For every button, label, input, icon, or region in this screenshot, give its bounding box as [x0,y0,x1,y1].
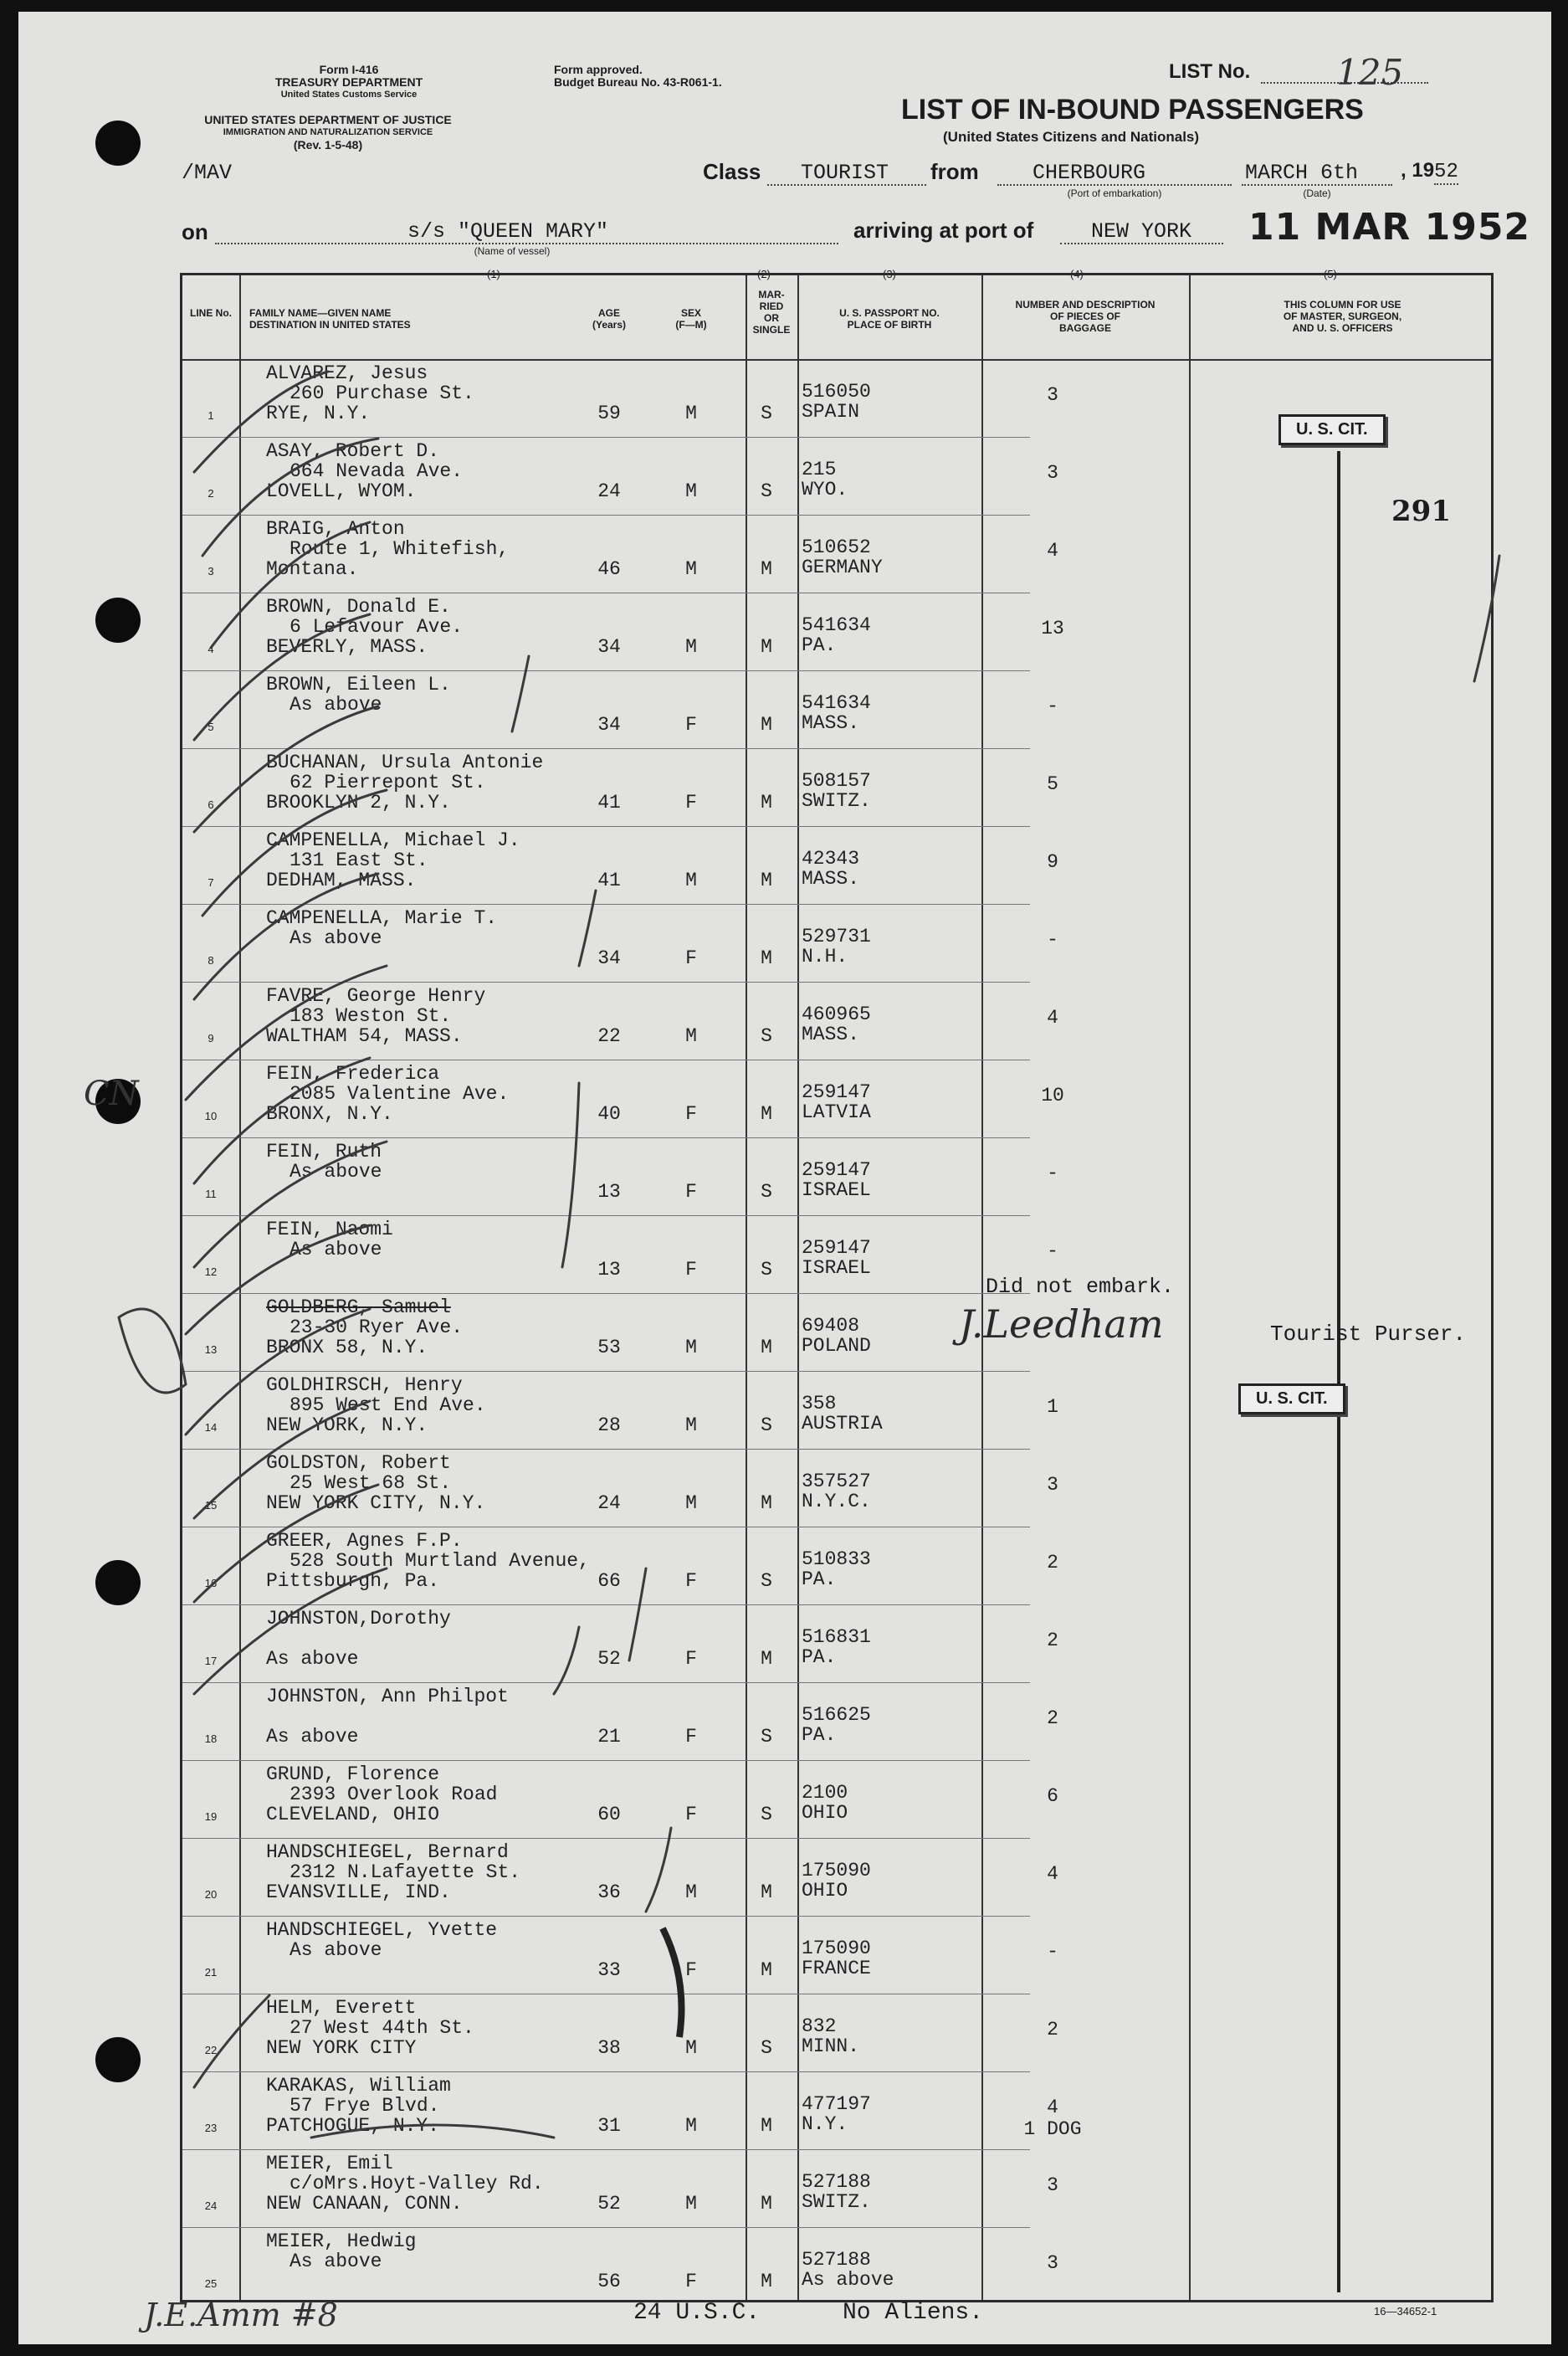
passenger-destination: NEW YORK CITY, N.Y. [266,1492,486,1514]
marital-status: M [761,2193,772,2215]
passenger-age: 66 [597,1570,621,1592]
line-number: 3 [208,565,214,577]
baggage-count: - [1047,696,1058,717]
passenger-sex: M [685,1492,697,1514]
baggage-count: 2 [1047,2019,1058,2040]
passenger-age: 40 [597,1103,621,1125]
line-number: 7 [208,876,214,889]
revision-line: (Rev. 1-5-48) [293,138,363,151]
embark-date: MARCH 6th [1245,161,1359,185]
passenger-age: 59 [597,403,621,424]
dept-customs: United States Customs Service [280,90,418,100]
passenger-destination: BRONX 58, N.Y. [266,1337,428,1358]
passport-number: 516625 [802,1704,871,1726]
passenger-destination: Pittsburgh, Pa. [266,1570,440,1592]
passenger-name: HANDSCHIEGEL, Bernard [266,1841,509,1863]
col-num-2: (2) [757,268,771,280]
marital-status: S [761,1570,772,1592]
place-of-birth: POLAND [802,1335,871,1357]
pen-marks [18,12,1551,2344]
purser-title: Tourist Purser. [1270,1322,1467,1347]
passenger-name: HANDSCHIEGEL, Yvette [266,1919,498,1941]
line-number: 9 [208,1032,214,1045]
footer-usc: 24 U.S.C. [633,2300,761,2326]
place-of-birth: MASS. [802,868,860,890]
passenger-address: 528 South Murtland Avenue, [290,1550,590,1572]
baggage-count: 1 [1047,1396,1058,1418]
marital-status: M [761,2115,772,2137]
passenger-age: 56 [597,2271,621,2292]
passenger-age: 21 [597,1726,621,1748]
line-number: 21 [204,1966,218,1979]
arrival-date-stamp: 11 MAR 1952 [1248,206,1531,249]
baggage-count: 4 [1047,1007,1058,1029]
passenger-name: GOLDSTON, Robert [266,1452,451,1474]
passenger-destination: As above [266,1648,359,1670]
clerk-initials: /MAV [182,161,233,185]
place-of-birth: MASS. [802,712,860,734]
marital-status: M [761,792,772,814]
passenger-sex: M [685,1414,697,1436]
passenger-address: As above [290,1161,382,1183]
passenger-age: 31 [597,2115,621,2137]
marital-status: S [761,1259,772,1281]
us-citizen-stamp: U. S. CIT. [1278,414,1386,445]
baggage-count: 3 [1047,2174,1058,2196]
passenger-name: HELM, Everett [266,1997,417,2019]
passenger-age: 13 [597,1259,621,1281]
passenger-address: As above [290,1239,382,1260]
marital-status: M [761,1337,772,1358]
passenger-address: 664 Nevada Ave. [290,460,464,482]
passport-number: 259147 [802,1159,871,1181]
passport-number: 357527 [802,1471,871,1492]
passenger-address: 2085 Valentine Ave. [290,1083,510,1105]
form-number: Form I-416 [319,63,379,76]
passenger-address: 23-30 Ryer Ave. [290,1317,464,1338]
class-value: TOURIST [801,161,889,185]
passenger-age: 34 [597,947,621,969]
baggage-count: - [1047,1240,1058,1262]
footer-handwriting: J.E.Amm #8 [144,2297,338,2333]
footer-no-aliens: No Aliens. [843,2300,984,2326]
passenger-name: FEIN, Ruth [266,1141,382,1163]
passport-number: 510652 [802,536,871,558]
passenger-destination: Montana. [266,558,359,580]
place-of-birth: SPAIN [802,401,860,423]
passenger-address: As above [290,694,382,716]
place-of-birth: SWITZ. [802,2191,871,2213]
passenger-age: 41 [597,870,621,891]
list-label: LIST No. [1169,60,1251,83]
line-number: 20 [204,1888,218,1901]
baggage-count: 3 [1047,2252,1058,2274]
marital-status: S [761,1025,772,1047]
baggage-count: - [1047,1163,1058,1184]
place-of-birth: PA. [802,634,837,656]
place-of-birth: GERMANY [802,557,883,578]
port-caption: (Port of embarkation) [1067,187,1162,199]
year-field: , 1952 [1401,159,1458,183]
line-number: 2 [208,487,214,500]
passport-number: 259147 [802,1237,871,1259]
passenger-name: GRUND, Florence [266,1763,440,1785]
passenger-age: 34 [597,714,621,736]
passport-number: 832 [802,2015,837,2037]
passenger-destination: BROOKLYN 2, N.Y. [266,792,451,814]
passport-number: 529731 [802,926,871,947]
place-of-birth: LATVIA [802,1101,871,1123]
passenger-age: 52 [597,2193,621,2215]
passenger-address: 2393 Overlook Road [290,1784,498,1805]
passenger-sex: F [685,1726,697,1748]
purser-signature: J.Leedham [959,1301,1164,1347]
passenger-sex: M [685,636,697,658]
line-number: 13 [204,1343,218,1356]
passport-number: 527188 [802,2171,871,2193]
baggage-count: 13 [1041,618,1064,639]
passenger-sex: F [685,1959,697,1981]
passenger-address: 183 Weston St. [290,1005,452,1027]
manifest-page [18,12,1551,2344]
passenger-name: BROWN, Eileen L. [266,674,451,696]
did-not-embark-note: Did not embark. [986,1275,1175,1299]
line-number: 19 [204,1810,218,1823]
from-label: from [930,159,979,184]
baggage-count: 2 [1047,1630,1058,1651]
passport-number: 541634 [802,614,871,636]
baggage-count: 10 [1041,1085,1064,1106]
passenger-name: GOLDBERG, Samuel [266,1296,451,1318]
page-title: LIST OF IN-BOUND PASSENGERS [901,94,1364,126]
line-number: 10 [204,1110,218,1122]
passenger-destination: BRONX, N.Y. [266,1103,393,1125]
ins-line: IMMIGRATION AND NATURALIZATION SERVICE [223,127,433,137]
passport-number: 215 [802,459,837,480]
passport-number: 516050 [802,381,871,403]
passenger-age: 13 [597,1181,621,1203]
marital-status: M [761,558,772,580]
passenger-destination: NEW YORK CITY [266,2037,417,2059]
marital-status: S [761,480,772,502]
line-number: 24 [204,2199,218,2212]
baggage-count: 3 [1047,384,1058,406]
passenger-sex: M [685,403,697,424]
baggage-count: 4 1 DOG [1023,2097,1082,2140]
line-number: 1 [208,409,214,422]
approved-line: Form approved. [554,63,643,76]
baggage-count: 6 [1047,1785,1058,1807]
passenger-name: BROWN, Donald E. [266,596,451,618]
passenger-destination: NEW CANAAN, CONN. [266,2193,463,2215]
passenger-address: As above [290,2251,382,2272]
passenger-destination: EVANSVILLE, IND. [266,1881,451,1903]
on-label: on [182,219,208,244]
line-number: 22 [204,2044,218,2056]
passport-number: 527188 [802,2249,871,2271]
passenger-age: 28 [597,1414,621,1436]
passenger-destination: RYE, N.Y. [266,403,371,424]
passenger-address: 260 Purchase St. [290,382,474,404]
line-number: 14 [204,1421,218,1434]
passenger-address: 57 Frye Blvd. [290,2095,440,2117]
line-number: 5 [208,721,214,733]
passenger-destination: NEW YORK, N.Y. [266,1414,428,1436]
place-of-birth: PA. [802,1568,837,1590]
passenger-sex: F [685,1648,697,1670]
margin-note: CN [84,1075,139,1113]
passenger-address: As above [290,1939,382,1961]
passenger-address: 62 Pierrepont St. [290,772,486,793]
passport-number: 175090 [802,1860,871,1881]
passenger-name: GOLDHIRSCH, Henry [266,1374,463,1396]
marital-status: S [761,1414,772,1436]
passport-number: 460965 [802,1003,871,1025]
col-header-passport: U. S. PASSPORT NO. PLACE OF BIRTH [839,307,940,331]
passenger-sex: M [685,480,697,502]
passenger-name: JOHNSTON, Ann Philpot [266,1686,509,1707]
place-of-birth: ISRAEL [802,1179,871,1201]
passenger-destination: LOVELL, WYOM. [266,480,417,502]
place-of-birth: SWITZ. [802,790,871,812]
year-suffix: 52 [1434,161,1458,183]
passenger-sex: M [685,2115,697,2137]
place-of-birth: N.Y.C. [802,1491,871,1512]
col-num-4: (4) [1070,268,1084,280]
marital-status: S [761,403,772,424]
col-header-age: AGE (Years) [592,307,627,331]
passenger-age: 60 [597,1804,621,1825]
passenger-name: MEIER, Hedwig [266,2230,417,2252]
col-header-married: MAR- RIED OR SINGLE [752,289,791,336]
passenger-destination: DEDHAM, MASS. [266,870,417,891]
marital-status: M [761,1881,772,1903]
vessel-caption: (Name of vessel) [474,245,551,257]
arriving-label: arriving at port of [853,218,1034,243]
marital-status: S [761,1181,772,1203]
baggage-count: 3 [1047,1474,1058,1496]
marital-status: M [761,714,772,736]
col-header-sex: SEX (F—M) [675,307,707,331]
passport-number: 541634 [802,692,871,714]
class-label: Class [703,159,761,184]
col-num-1: (1) [487,268,500,280]
passenger-destination: BEVERLY, MASS. [266,636,428,658]
col-num-5: (5) [1324,268,1337,280]
passenger-name: ALVAREZ, Jesus [266,362,428,384]
marital-status: M [761,636,772,658]
passenger-address: c/oMrs.Hoyt-Valley Rd. [290,2173,544,2194]
officer-number: 291 [1391,495,1451,528]
marital-status: M [761,1959,772,1981]
passenger-address: 2312 N.Lafayette St. [290,1861,521,1883]
passenger-sex: F [685,714,697,736]
passenger-age: 46 [597,558,621,580]
passenger-age: 41 [597,792,621,814]
marital-status: M [761,1492,772,1514]
passenger-sex: M [685,558,697,580]
passport-number: 69408 [802,1315,860,1337]
passport-number: 358 [802,1393,837,1414]
place-of-birth: MINN. [802,2035,860,2057]
arrival-port: NEW YORK [1091,219,1192,244]
marital-status: M [761,947,772,969]
line-number: 12 [204,1265,218,1278]
baggage-count: 9 [1047,851,1058,873]
print-code: 16—34652-1 [1374,2305,1437,2318]
passenger-name: CAMPENELLA, Michael J. [266,829,520,851]
passport-number: 175090 [802,1938,871,1959]
baggage-count: - [1047,1941,1058,1963]
place-of-birth: PA. [802,1724,837,1746]
line-number: 15 [204,1499,218,1512]
passenger-age: 24 [597,1492,621,1514]
budget-line: Budget Bureau No. 43-R061-1. [554,75,722,89]
col-header-baggage: NUMBER AND DESCRIPTION OF PIECES OF BAGGAGE [1015,299,1156,334]
date-caption: (Date) [1303,187,1331,199]
baggage-count: - [1047,929,1058,951]
passenger-sex: M [685,2037,697,2059]
passenger-name: FEIN, Frederica [266,1063,440,1085]
passenger-destination: PATCHOGUE, N.Y. [266,2115,440,2137]
passenger-name: CAMPENELLA, Marie T. [266,907,498,929]
passenger-name: BRAIG, Anton [266,518,405,540]
passenger-destination: WALTHAM 54, MASS. [266,1025,463,1047]
passenger-name: BUCHANAN, Ursula Antonie [266,752,544,773]
passenger-name: FAVRE, George Henry [266,985,486,1007]
line-number: 18 [204,1732,218,1745]
passenger-address: Route 1, Whitefish, [290,538,510,560]
passenger-destination: As above [266,1726,359,1748]
list-number: 125 [1336,52,1404,93]
passenger-age: 33 [597,1959,621,1981]
place-of-birth: FRANCE [802,1958,871,1979]
marital-status: S [761,1804,772,1825]
passenger-address: 6 Lefavour Ave. [290,616,464,638]
baggage-count: 3 [1047,462,1058,484]
passenger-sex: M [685,2193,697,2215]
place-of-birth: PA. [802,1646,837,1668]
passenger-name: JOHNSTON,Dorothy [266,1608,451,1630]
baggage-count: 5 [1047,773,1058,795]
passenger-address: As above [290,927,382,949]
col-header-officers: THIS COLUMN FOR USE OF MASTER, SURGEON, AND U. S. OFFICERS [1283,299,1402,334]
line-number: 8 [208,954,214,967]
passport-number: 508157 [802,770,871,792]
passenger-address: 895 West End Ave. [290,1394,486,1416]
passenger-name: FEIN, Naomi [266,1219,393,1240]
passenger-sex: F [685,1570,697,1592]
line-number: 4 [208,643,214,655]
col-num-3: (3) [883,268,896,280]
passenger-address: 131 East St. [290,849,428,871]
passenger-age: 52 [597,1648,621,1670]
embark-port: CHERBOURG [1033,161,1146,185]
passenger-age: 53 [597,1337,621,1358]
passenger-address: 27 West 44th St. [290,2017,474,2039]
passenger-sex: F [685,1259,697,1281]
place-of-birth: N.H. [802,946,848,968]
passenger-sex: M [685,1337,697,1358]
place-of-birth: ISRAEL [802,1257,871,1279]
place-of-birth: AUSTRIA [802,1413,883,1435]
place-of-birth: OHIO [802,1880,848,1902]
us-citizen-stamp: U. S. CIT. [1238,1383,1345,1414]
place-of-birth: As above [802,2269,894,2291]
line-number: 23 [204,2122,218,2134]
passport-number: 510833 [802,1548,871,1570]
passport-number: 42343 [802,848,860,870]
passenger-sex: F [685,2271,697,2292]
place-of-birth: WYO. [802,479,848,500]
passenger-sex: F [685,792,697,814]
place-of-birth: N.Y. [802,2113,848,2135]
marital-status: M [761,2271,772,2292]
passenger-destination: CLEVELAND, OHIO [266,1804,440,1825]
vessel-name: s/s "QUEEN MARY" [407,219,609,244]
place-of-birth: OHIO [802,1802,848,1824]
passenger-sex: M [685,870,697,891]
line-number: 16 [204,1577,218,1589]
passport-number: 259147 [802,1081,871,1103]
line-number: 25 [204,2277,218,2290]
passenger-sex: F [685,947,697,969]
baggage-count: 2 [1047,1552,1058,1573]
passenger-address: 25 West 68 St. [290,1472,452,1494]
passenger-name: ASAY, Robert D. [266,440,440,462]
passenger-sex: M [685,1025,697,1047]
line-number: 11 [205,1188,217,1200]
marital-status: S [761,1726,772,1748]
dept-treasury: TREASURY DEPARTMENT [274,75,423,89]
line-number: 17 [204,1655,218,1667]
year-prefix: 19 [1412,159,1435,182]
baggage-count: 2 [1047,1707,1058,1729]
passport-number: 516831 [802,1626,871,1648]
passenger-sex: F [685,1181,697,1203]
passport-number: 477197 [802,2093,871,2115]
baggage-count: 4 [1047,540,1058,562]
passenger-sex: F [685,1103,697,1125]
passenger-age: 38 [597,2037,621,2059]
marital-status: S [761,2037,772,2059]
passenger-sex: M [685,1881,697,1903]
passport-number: 2100 [802,1782,848,1804]
line-number: 6 [208,798,214,811]
place-of-birth: MASS. [802,1024,860,1045]
marital-status: M [761,1103,772,1125]
page-subtitle: (United States Citizens and Nationals) [943,129,1200,145]
passenger-name: KARAKAS, William [266,2075,451,2097]
marital-status: M [761,870,772,891]
passenger-age: 24 [597,480,621,502]
passenger-name: MEIER, Emil [266,2153,393,2174]
col-header-name: FAMILY NAME—GIVEN NAME DESTINATION IN UNITED STATES [249,307,411,331]
passenger-age: 22 [597,1025,621,1047]
passenger-sex: F [685,1804,697,1825]
passenger-age: 36 [597,1881,621,1903]
passenger-name: GREER, Agnes F.P. [266,1530,463,1552]
doj-line: UNITED STATES DEPARTMENT OF JUSTICE [204,113,452,126]
marital-status: M [761,1648,772,1670]
col-header-line: LINE No. [190,307,232,319]
baggage-count: 4 [1047,1863,1058,1885]
passenger-age: 34 [597,636,621,658]
